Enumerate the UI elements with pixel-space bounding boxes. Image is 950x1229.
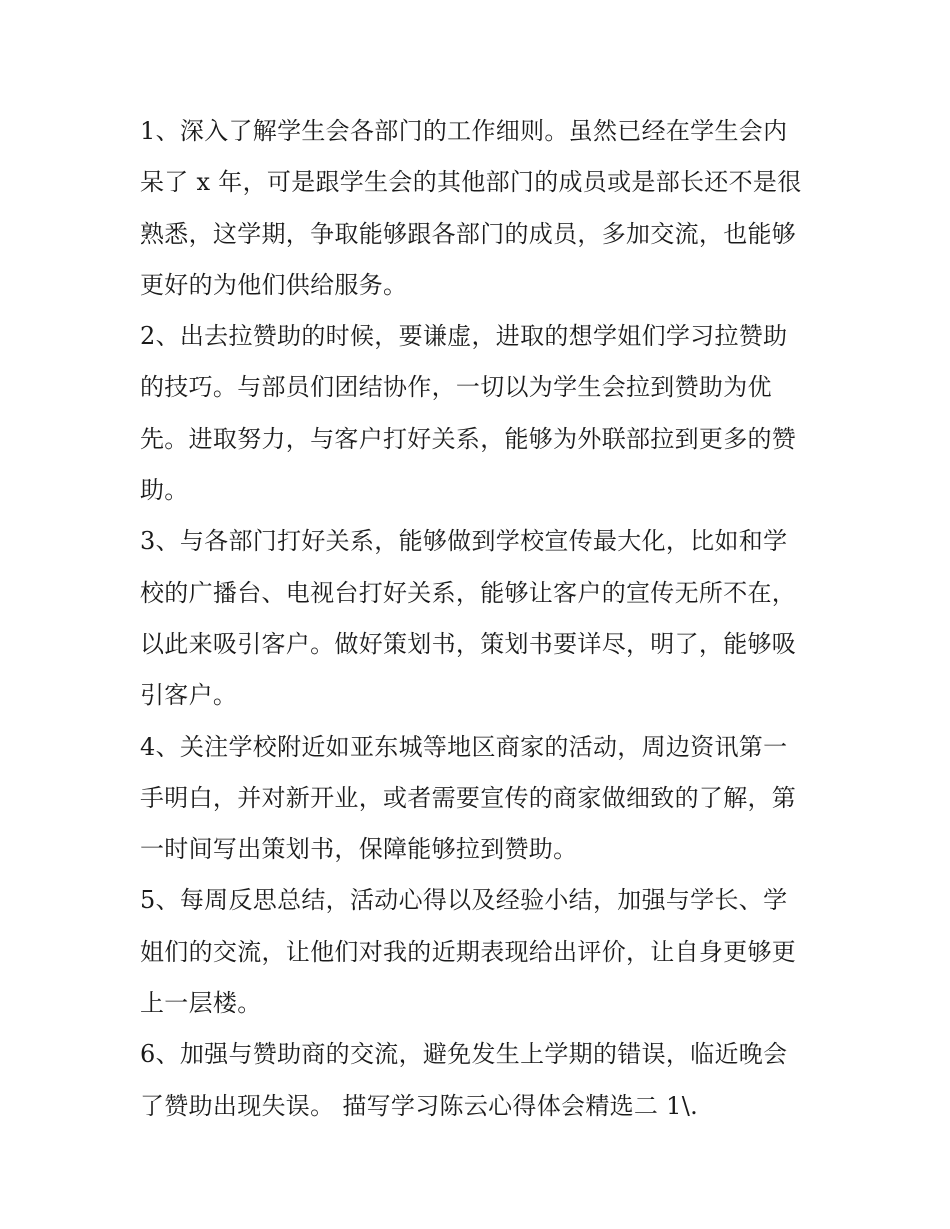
text-line: 以此来吸引客户。做好策划书，策划书要详尽，明了，能够吸 bbox=[140, 629, 797, 658]
text-line: 手明白，并对新开业，或者需要宣传的商家做细致的了解，第 bbox=[140, 783, 797, 812]
text-line: 先。进取努力，与客户打好关系，能够为外联部拉到更多的赞 bbox=[140, 424, 797, 453]
text-line: 2、出去拉赞助的时候，要谦虚，进取的想学姐们学习拉赞助 bbox=[140, 322, 788, 351]
text-line: 助。 bbox=[140, 476, 189, 505]
text-line: 呆了 x 年，可是跟学生会的其他部门的成员或是部长还不是很 bbox=[140, 168, 802, 197]
text-line: 1、深入了解学生会各部门的工作细则。虽然已经在学生会内 bbox=[140, 117, 788, 145]
text-line: 6、加强与赞助商的交流，避免发生上学期的错误，临近晚会 bbox=[140, 1040, 788, 1069]
text-line: 上一层楼。 bbox=[140, 989, 262, 1018]
text-line: 的技巧。与部员们团结协作，一切以为学生会拉到赞助为优 bbox=[140, 373, 772, 402]
text-line: 校的广播台、电视台打好关系，能够让客户的宣传无所不在， bbox=[140, 578, 797, 607]
text-line: 5、每周反思总结，活动心得以及经验小结，加强与学长、学 bbox=[140, 886, 788, 915]
text-line: 更好的为他们供给服务。 bbox=[140, 270, 408, 299]
document-body bbox=[140, 106, 820, 1132]
text-line: 姐们的交流，让他们对我的近期表现给出评价，让自身更够更 bbox=[140, 937, 797, 966]
text-line: 3、与各部门打好关系，能够做到学校宣传最大化，比如和学 bbox=[140, 527, 788, 556]
text-line: 一时间写出策划书，保障能够拉到赞助。 bbox=[140, 835, 578, 864]
text-line: 熟悉，这学期，争取能够跟各部门的成员，多加交流，也能够 bbox=[140, 219, 797, 248]
text-line: 了赞助出现失误。 描写学习陈云心得体会精选二 1\. bbox=[140, 1091, 699, 1120]
text-line: 4、关注学校附近如亚东城等地区商家的活动，周边资讯第一 bbox=[140, 732, 788, 761]
text-line: 引客户。 bbox=[140, 681, 238, 710]
